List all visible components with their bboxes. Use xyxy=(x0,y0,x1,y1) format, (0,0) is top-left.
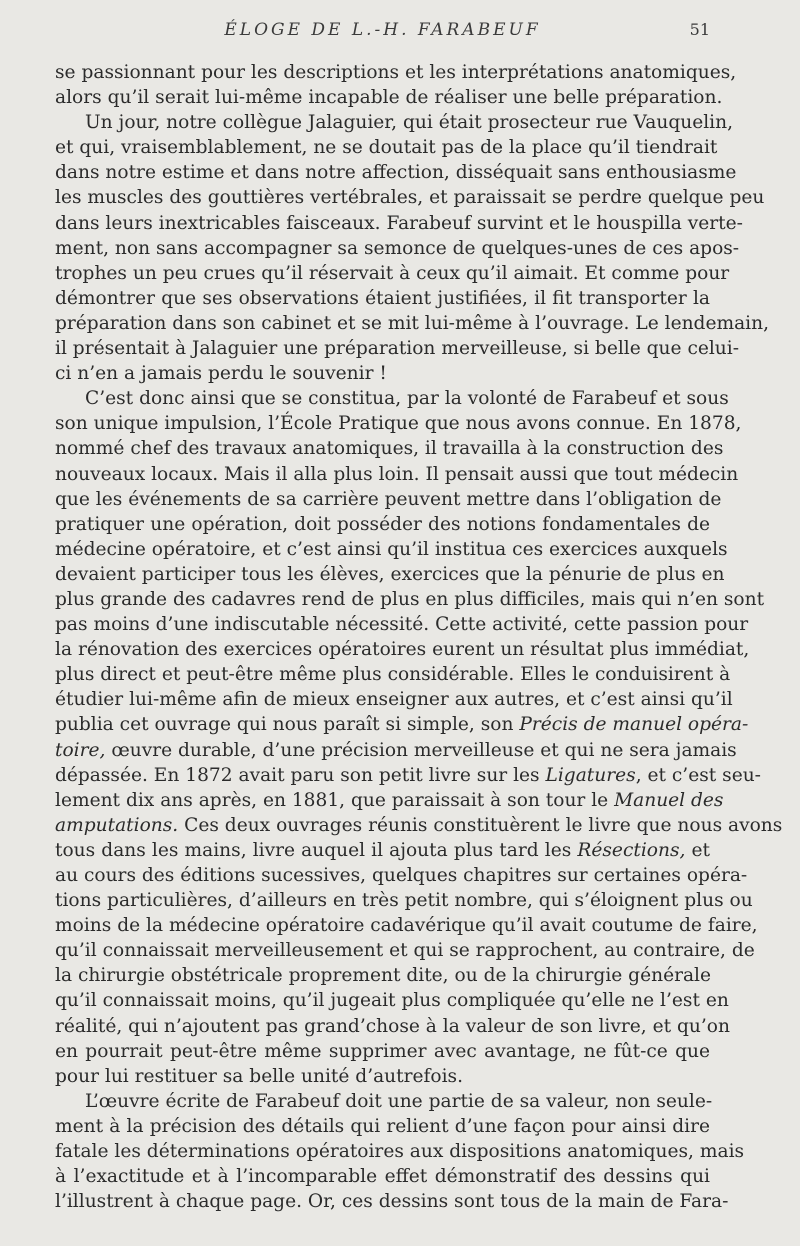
page-number: 51 xyxy=(689,20,710,39)
text-span: devaient participer tous les élèves, exercices que la pénurie de plus en xyxy=(55,563,725,585)
text-line xyxy=(55,587,765,612)
text-span: se passionnant pour les descriptions et les interprétations anatomiques, xyxy=(55,62,737,83)
text-span: nouveaux locaux. Mais il alla plus loin. Il pensait aussi que tout médecin xyxy=(55,463,739,485)
text-line xyxy=(55,662,731,687)
text-span: C’est donc ainsi que se constitua, par la volonté de Farabeuf et sous xyxy=(85,388,729,410)
text-line xyxy=(55,763,761,788)
text-line xyxy=(55,135,718,160)
text-line xyxy=(55,261,730,286)
text-span: la rénovation des exercices opératoires eurent un résultat plus immédiat, xyxy=(55,639,750,661)
text-line xyxy=(55,160,737,185)
text-span: dans leurs inextricables faisceaux. Farabeuf survint et le houspilla verte- xyxy=(55,212,743,234)
text-span: L’œuvre écrite de Farabeuf doit une partie de sa valeur, non seule- xyxy=(85,1090,713,1112)
text-line xyxy=(55,562,725,587)
running-header xyxy=(55,20,710,50)
text-line xyxy=(55,85,723,110)
text-span: son unique impulsion, l’École Pratique que nous avons connue. En 1878, xyxy=(55,413,742,435)
text-line xyxy=(55,888,753,913)
text-line xyxy=(55,110,734,135)
text-span: Ces deux ouvrages réunis constituèrent le livre que nous avons xyxy=(178,814,783,836)
text-line xyxy=(55,311,770,336)
body-text xyxy=(55,60,783,1214)
text-span: ment, non sans accompagner sa semonce de quelques-unes de ces apos- xyxy=(55,237,740,259)
text-span: il présentait à Jalaguier une préparation merveilleuse, si belle que celui- xyxy=(55,338,740,360)
text-span: nommé chef des travaux anatomiques, il travailla à la construction des xyxy=(55,438,724,460)
text-span: pas moins d’une indiscutable nécessité. Cette activité, cette passion pour xyxy=(55,614,749,636)
text-line xyxy=(55,436,724,461)
text-line xyxy=(55,788,724,813)
text-span: en pourrait peut-être même supprimer avec avantage, ne fût-ce que xyxy=(55,1040,710,1062)
italic-title-span: Manuel des xyxy=(614,789,724,811)
text-span: médecine opératoire, et c’est ainsi qu’il institua ces exercices auxquels xyxy=(55,538,728,560)
text-span: plus grande des cadavres rend de plus en plus difficiles, mais qui n’en sont xyxy=(55,588,765,610)
text-span: lement dix ans après, en 1881, que paraissait à son tour le xyxy=(55,789,615,811)
text-line xyxy=(55,738,737,763)
text-span: réalité, qui n’ajoutent pas grand’chose à la valeur de son livre, et qu’on xyxy=(55,1015,730,1037)
text-span: alors qu’il serait lui-même incapable de réaliser une belle préparation. xyxy=(55,87,723,109)
italic-title-span: amputations. xyxy=(55,814,179,836)
text-span: dans notre estime et dans notre affection, disséquait sans enthousiasme xyxy=(55,162,737,184)
text-line xyxy=(55,336,740,361)
text-span: pour lui restituer sa belle unité d’autrefois. xyxy=(55,1065,464,1087)
text-line xyxy=(55,487,722,512)
text-line xyxy=(55,838,710,863)
text-span: œuvre durable, d’une précision merveilleuse et qui ne sera jamais xyxy=(105,739,737,761)
text-line xyxy=(55,211,743,236)
text-span: l’illustrent à chaque page. Or, ces dessins sont tous de la main de Fara- xyxy=(55,1191,729,1213)
text-line xyxy=(55,1014,730,1039)
italic-title-span: Résections, xyxy=(577,839,686,861)
text-span: étudier lui-même afin de mieux enseigner aux autres, et c’est ainsi qu’il xyxy=(55,689,733,711)
text-line xyxy=(55,712,749,737)
text-line xyxy=(55,411,742,436)
text-line xyxy=(55,286,710,311)
italic-title-span: Ligatures xyxy=(545,764,636,786)
text-line xyxy=(55,1039,710,1064)
text-line xyxy=(55,1164,710,1189)
text-span: pratiquer une opération, doit posséder des notions fondamentales de xyxy=(55,513,710,535)
text-span: que les événements de sa carrière peuvent mettre dans l’obligation de xyxy=(55,488,722,510)
text-line xyxy=(55,863,748,888)
text-line xyxy=(55,236,740,261)
text-line xyxy=(55,361,710,386)
text-span: et qui, vraisemblablement, ne se doutait pas de la place qu’il tiendrait xyxy=(55,137,718,159)
text-line xyxy=(55,462,739,487)
text-span: la chirurgie obstétricale proprement dite, ou de la chirurgie générale xyxy=(55,965,711,987)
text-line xyxy=(55,185,765,210)
text-span: tions particulières, d’ailleurs en très petit nombre, qui s’éloignent plus ou xyxy=(55,890,753,912)
text-span: publia cet ouvrage qui nous paraît si simple, son xyxy=(55,714,520,736)
running-title: ÉLOGE DE L.-H. FARABEUF xyxy=(224,20,541,40)
text-line xyxy=(55,512,710,537)
text-span: démontrer que ses observations étaient justifiées, il fit transporter la xyxy=(55,287,710,309)
text-line xyxy=(55,1089,713,1114)
text-span: plus direct et peut-être même plus considérable. Elles le conduisirent à xyxy=(55,664,731,686)
text-line xyxy=(55,813,783,838)
text-line xyxy=(55,687,733,712)
text-span: ment à la précision des détails qui relient d’une façon pour ainsi dire xyxy=(55,1115,710,1137)
text-span: Un jour, notre collègue Jalaguier, qui était prosecteur rue Vauquelin, xyxy=(85,112,734,134)
text-span: dépassée. En 1872 avait paru son petit livre sur les xyxy=(55,764,546,786)
text-line xyxy=(55,612,749,637)
italic-title-span: Précis de manuel opéra- xyxy=(519,714,749,736)
text-line xyxy=(55,637,750,662)
text-span: trophes un peu crues qu’il réservait à ceux qu’il aimait. Et comme pour xyxy=(55,262,730,284)
text-line xyxy=(55,1114,710,1139)
text-span: les muscles des gouttières vertébrales, et paraissait se perdre quelque peu xyxy=(55,187,765,209)
text-line xyxy=(55,963,710,988)
text-span: fatale les déterminations opératoires aux dispositions anatomiques, mais xyxy=(55,1141,745,1163)
text-span: préparation dans son cabinet et se mit lui-même à l’ouvrage. Le lendemain, xyxy=(55,312,770,334)
italic-title-span: toire, xyxy=(55,739,106,761)
text-span: tous dans les mains, livre auquel il ajouta plus tard les xyxy=(55,839,578,861)
text-span: qu’il connaissait moins, qu’il jugeait plus compliquée qu’elle ne l’est en xyxy=(55,990,729,1012)
text-line xyxy=(55,1064,710,1089)
text-line xyxy=(55,386,729,411)
text-line xyxy=(55,1189,729,1214)
text-line xyxy=(55,1139,745,1164)
text-span: et xyxy=(685,839,710,861)
text-line xyxy=(55,938,755,963)
text-span: moins de la médecine opératoire cadavérique qu’il avait coutume de faire, xyxy=(55,915,758,937)
text-span: à l’exactitude et à l’incomparable effet démonstratif des dessins qui xyxy=(55,1166,710,1188)
text-span: ci n’en a jamais perdu le souvenir ! xyxy=(55,363,387,385)
text-span: , et c’est seu- xyxy=(635,764,761,786)
text-line xyxy=(55,913,758,938)
text-line xyxy=(55,60,737,85)
text-line xyxy=(55,988,729,1013)
text-span: au cours des éditions sucessives, quelques chapitres sur certaines opéra- xyxy=(55,865,748,886)
text-span: qu’il connaissait merveilleusement et qui se rapprochent, au contraire, de xyxy=(55,940,755,962)
text-line xyxy=(55,537,728,562)
